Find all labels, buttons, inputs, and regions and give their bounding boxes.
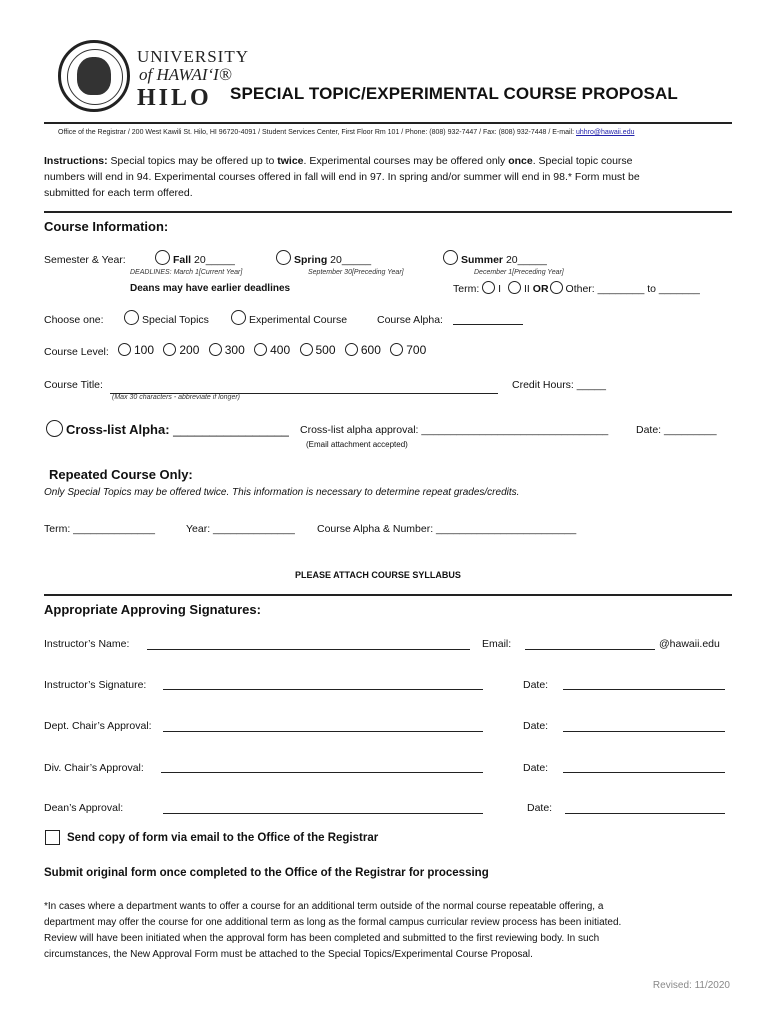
spring-deadline: September 30[Preceding Year]	[308, 269, 404, 276]
div-chair-date-field[interactable]	[563, 772, 725, 773]
instructor-name-field[interactable]	[147, 649, 470, 650]
section-divider	[44, 211, 732, 213]
signatures-heading: Appropriate Approving Signatures:	[44, 602, 261, 617]
date-label: Date:	[523, 762, 549, 774]
crosslist-field[interactable]: ________________	[173, 422, 289, 437]
email-domain: @hawaii.edu	[659, 638, 720, 650]
revised-date: Revised: 11/2020	[652, 980, 730, 991]
office-info: Office of the Registrar / 200 West Kawili St. Hilo, HI 96720-4091 / Student Services Center, First Floor Rm 101 / Phone: (808) 932-7447 / Fax: (808) 932-7448 / E-mail: uhhro@hawaii.edu	[58, 129, 635, 136]
email-label: Email:	[482, 638, 512, 650]
special-topics-option[interactable]: Special Topics	[124, 310, 209, 328]
level-option[interactable]: 700	[390, 343, 426, 357]
course-alpha-field[interactable]	[453, 324, 523, 325]
repeated-course-note: Only Special Topics may be offered twice. This information is necessary to determine repeat grades/credits.	[44, 487, 520, 498]
fall-option[interactable]: Fall 20_____	[155, 250, 235, 268]
div-chair-signature-field[interactable]	[161, 772, 483, 773]
course-alpha-label: Course Alpha:	[377, 314, 443, 326]
level-option[interactable]: 100	[118, 343, 154, 357]
level-radio[interactable]	[118, 343, 131, 356]
course-level-options	[118, 343, 426, 357]
university-seal-logo	[58, 40, 130, 112]
submit-instructions: Submit original form once completed to the Office of the Registrar for processing	[44, 867, 489, 879]
form-title: SPECIAL TOPIC/EXPERIMENTAL COURSE PROPOSAL	[230, 84, 678, 103]
div-chair-label: Div. Chair’s Approval:	[44, 762, 144, 774]
logo-line-university: UNIVERSITY	[137, 47, 249, 66]
crosslist-option[interactable]: Cross-list Alpha: ________________	[46, 420, 289, 437]
dept-chair-label: Dept. Chair’s Approval:	[44, 720, 152, 732]
term-ii-radio[interactable]	[508, 281, 521, 294]
footnote: *In cases where a department wants to offer a course for an additional term outside of the normal course repeatable offering, a department may offer the course for one additional term as long as the formal campus curricular review process has been initiated. Review will have been initiated when the approval form has been completed and submitted to the first reviewing body. In such circumstances, the New Approval Form must be attached to the Special Topics/Experimental Course Proposal.	[44, 901, 622, 960]
spring-radio[interactable]	[276, 250, 291, 265]
repeat-year-field[interactable]: Year: ______________	[186, 523, 295, 535]
summer-option[interactable]: Summer 20_____	[443, 250, 547, 268]
semester-label: Semester & Year:	[44, 254, 126, 266]
repeat-alpha-number-field[interactable]: Course Alpha & Number: ________________________	[317, 523, 577, 535]
dept-chair-date-field[interactable]	[563, 731, 725, 732]
date-label: Date:	[527, 802, 553, 814]
credit-hours-field[interactable]: Credit Hours: _____	[512, 379, 606, 391]
send-copy-checkbox[interactable]	[45, 830, 60, 845]
term-options: Term: I II OR Other: ________ to _______	[453, 283, 700, 295]
deans-note: Deans may have earlier deadlines	[130, 283, 291, 294]
course-level-label: Course Level:	[44, 346, 109, 358]
level-option[interactable]: 600	[345, 343, 381, 357]
course-info-heading: Course Information:	[44, 219, 169, 234]
date-label: Date:	[523, 679, 549, 691]
level-option[interactable]: 200	[163, 343, 199, 357]
term-i-radio[interactable]	[482, 281, 495, 294]
course-title-label: Course Title:	[44, 379, 103, 391]
dean-signature-field[interactable]	[163, 813, 483, 814]
level-radio[interactable]	[163, 343, 176, 356]
experimental-option[interactable]: Experimental Course	[231, 310, 347, 328]
term-other-radio[interactable]	[550, 281, 563, 294]
instructions: Instructions: Special topics may be offered up to twice. Experimental courses may be offered only once. Special topic course numbers will end in 94. Experimental courses offered in fall will end in 97. In spring and/or summer will end in 98.* Form must be submitted for each term offered.	[44, 155, 640, 199]
repeated-course-heading: Repeated Course Only:	[49, 467, 193, 482]
fall-deadline: DEADLINES: March 1[Current Year]	[130, 269, 243, 276]
instructor-email-field[interactable]	[525, 649, 655, 650]
dept-chair-signature-field[interactable]	[163, 731, 483, 732]
logo-line-hawaii: of HAWAI‘I®	[139, 65, 232, 84]
summer-radio[interactable]	[443, 250, 458, 265]
choose-one-label: Choose one:	[44, 314, 104, 326]
level-option[interactable]: 400	[254, 343, 290, 357]
repeat-term-field[interactable]: Term: ______________	[44, 523, 155, 535]
office-email-link[interactable]: uhhro@hawaii.edu	[576, 129, 635, 136]
spring-option[interactable]: Spring 20_____	[276, 250, 371, 268]
send-copy-label: Send copy of form via email to the Office of the Registrar	[67, 832, 379, 844]
email-attachment-note: (Email attachment accepted)	[306, 440, 408, 449]
header-divider	[44, 122, 732, 124]
experimental-radio[interactable]	[231, 310, 246, 325]
date-label: Date:	[523, 720, 549, 732]
special-topics-radio[interactable]	[124, 310, 139, 325]
dean-date-field[interactable]	[565, 813, 725, 814]
level-radio[interactable]	[345, 343, 358, 356]
level-radio[interactable]	[300, 343, 313, 356]
level-radio[interactable]	[254, 343, 267, 356]
crosslist-radio[interactable]	[46, 420, 63, 437]
instructor-signature-field[interactable]	[163, 689, 483, 690]
instructor-date-field[interactable]	[563, 689, 725, 690]
dean-label: Dean’s Approval:	[44, 802, 124, 814]
course-title-hint: (Max 30 characters - abbreviate if longer)	[112, 394, 240, 401]
level-radio[interactable]	[390, 343, 403, 356]
instructor-signature-label: Instructor’s Signature:	[44, 679, 147, 691]
instructor-name-label: Instructor’s Name:	[44, 638, 130, 650]
level-option[interactable]: 300	[209, 343, 245, 357]
fall-radio[interactable]	[155, 250, 170, 265]
level-option[interactable]: 500	[300, 343, 336, 357]
section-divider	[44, 594, 732, 596]
level-radio[interactable]	[209, 343, 222, 356]
attach-syllabus-note: PLEASE ATTACH COURSE SYLLABUS	[295, 570, 461, 580]
crosslist-approval-field[interactable]: Cross-list alpha approval: ________________________________	[300, 424, 609, 436]
crosslist-date-field[interactable]: Date: _________	[636, 424, 717, 436]
logo-line-hilo: HILO	[137, 85, 212, 111]
summer-deadline: December 1[Preceding Year]	[474, 269, 564, 276]
